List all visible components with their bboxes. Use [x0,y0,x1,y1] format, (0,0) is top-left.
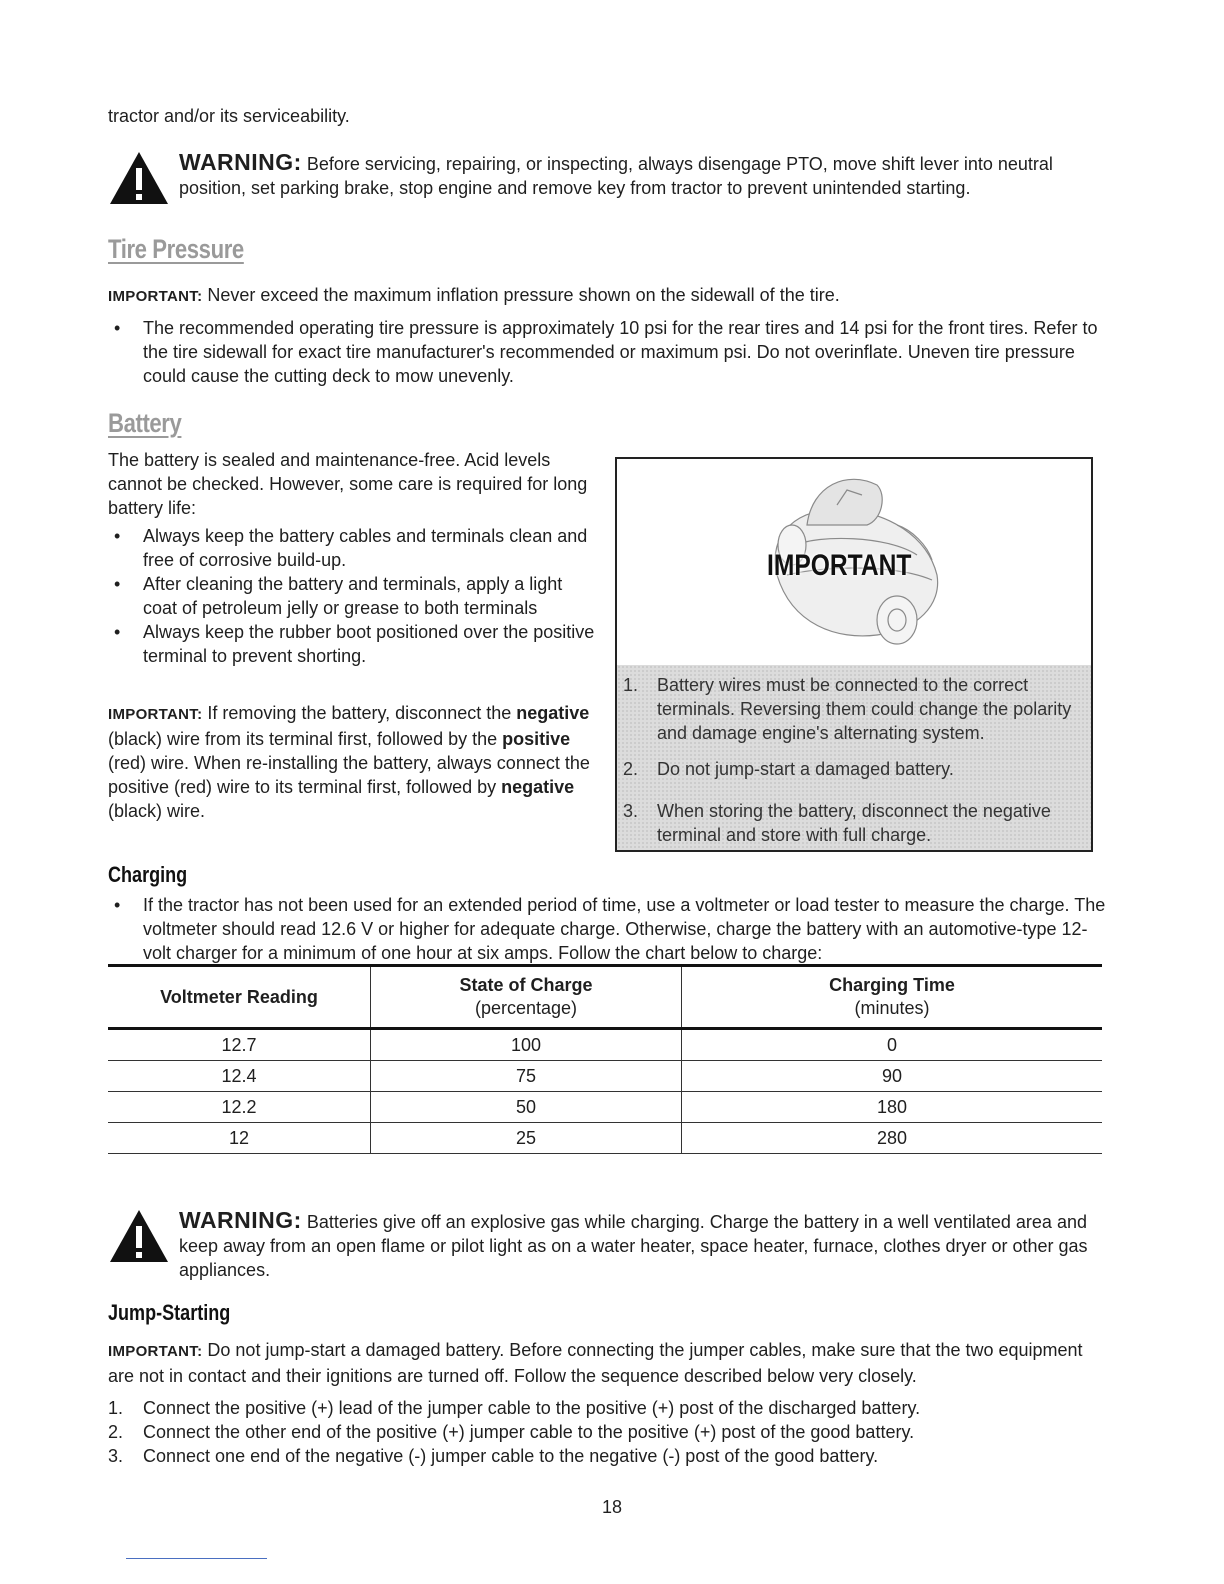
battery-bullet-list [108,524,596,668]
list-item: 2. Do not jump-start a damaged battery. [623,759,954,779]
list-item: 1. Connect the positive (+) lead of the jumper cable to the positive (+) post of the discharged battery. [108,1398,921,1418]
jump-steps-list [108,1396,1108,1468]
table-header-cell: Voltmeter Reading [108,966,371,1029]
list-item: 1. Battery wires must be connected to the correct terminals. Reversing them could change the polarity and damage engine's alternating system. [623,675,1072,743]
intro-text: tractor and/or its serviceability. [108,106,350,126]
table-header-row [108,966,1102,1029]
subheading-jump-starting: Jump-Starting [108,1300,231,1325]
important-banner: IMPORTANT [767,549,912,582]
list-item: • Always keep the battery cables and terminals clean and free of corrosive build-up. [114,526,588,570]
charging-bullet: • If the tractor has not been used for an extended period of time, use a voltmeter or load tester to measure the charge. The voltmeter should read 12.6 V or higher for adequate charge. Otherwise, charge the battery with an automotive-type 12-volt charger for a minimum of one hour at six amps. Follow the chart below to charge: [114,895,1106,963]
tire-bullet: • The recommended operating tire pressure is approximately 10 psi for the rear tires and 14 psi for the front tires. Refer to the tire sidewall for exact tire manufacturer's recommended or maximum psi. Do not overinflate. Uneven tire pressure could cause the cutting deck to mow unevenly. [114,318,1098,386]
warning-label: WARNING: [179,1207,302,1233]
bullet-text: The recommended operating tire pressure is approximately 10 psi for the rear tires and 14 psi for the front tires. Refer to the tire sidewall for exact tire manufacturer's recommended or maximum psi. Do not overinflate. Uneven tire pressure could cause the cutting deck to mow unevenly. [143,318,1098,386]
subheading-charging: Charging [108,862,188,887]
charging-table [108,964,1102,1154]
jump-important-note: IMPORTANT: Do not jump-start a damaged battery. Before connecting the jumper cables, make sure that the two equipment are not in contact and their ignitions are turned off. Follow the sequence described below very closely. [108,1340,1083,1386]
list-item: 3. Connect one end of the negative (-) jumper cable to the negative (-) post of the good battery. [108,1446,879,1466]
section-heading-tire-pressure: Tire Pressure [108,234,244,264]
page-number: 18 [601,1497,623,1517]
footer-divider [126,1558,267,1559]
warning-text: Before servicing, repairing, or inspecting, always disengage PTO, move shift lever into neutral position, set parking brake, stop engine and remove key from tractor to prevent unintended starting. [179,154,1053,198]
table-header-cell: Charging Time (minutes) [829,975,955,1018]
warning-label: WARNING: [179,149,302,175]
battery-important-note: IMPORTANT: If removing the battery, disconnect the negative (black) wire from its terminal first, followed by the positive (red) wire. When re-installing the battery, always connect the positive (red) wire to its terminal first, followed by negative (black) wire. [108,703,590,821]
warning-triangle-icon [108,1208,170,1264]
table-row: 12.7 100 0 [108,1029,1102,1061]
table-row: 12.4 75 90 [108,1061,1102,1092]
important-notes [617,665,1091,850]
list-item: • Always keep the rubber boot positioned over the positive terminal to prevent shorting. [114,622,595,666]
table-header-cell: State of Charge (percentage) [371,966,682,1029]
table-row: 12.2 50 180 [108,1092,1102,1123]
important-text: Never exceed the maximum inflation pressure shown on the sidewall of the tire. [207,285,840,305]
tire-important-note [108,283,1108,309]
battery-intro: The battery is sealed and maintenance-free. Acid levels cannot be checked. However, some care is required for long battery life: [108,450,588,518]
important-callout-box [615,457,1093,852]
warning-text: Batteries give off an explosive gas while charging. Charge the battery in a well ventilated area and keep away from an open flame or pilot light as on a water heater, space heater, furnace, clothes dryer or other gas appliances. [179,1212,1088,1280]
section-heading-battery: Battery [108,408,182,438]
list-item: 3. When storing the battery, disconnect the negative terminal and store with full charge. [623,801,1051,845]
warning-block [108,150,1108,200]
table-row: 12 25 280 [108,1123,1102,1154]
list-item: • After cleaning the battery and terminals, apply a light coat of petroleum jelly or grease to both terminals [114,574,563,618]
list-item: 2. Connect the other end of the positive (+) jumper cable to the positive (+) post of the good battery. [108,1422,915,1442]
warning-triangle-icon [108,150,170,206]
warning-block [108,1208,1108,1282]
important-label: IMPORTANT: [108,288,203,305]
